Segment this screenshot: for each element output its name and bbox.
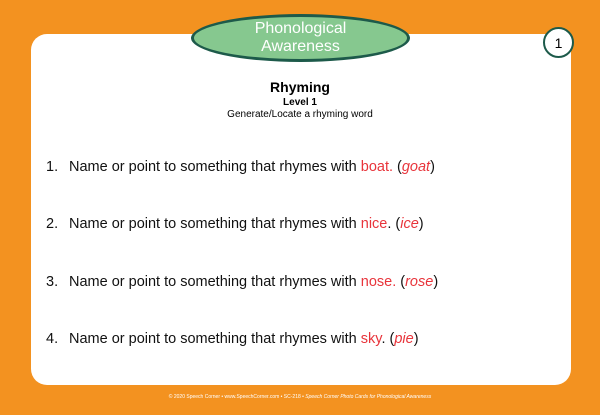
item-prompt: Name or point to something that rhymes with <box>69 331 361 347</box>
item-prompt: Name or point to something that rhymes with <box>69 216 361 232</box>
prompt-item <box>46 274 438 290</box>
item-number: 2. <box>46 216 59 232</box>
card-header <box>0 79 600 121</box>
footer-credit <box>0 394 600 400</box>
answer-word: rose <box>405 274 434 290</box>
category-line-2: Awareness <box>261 38 340 55</box>
card-subtitle: Generate/Locate a rhyming word <box>227 109 373 120</box>
card-number-badge: 1 <box>543 27 574 58</box>
target-word: nice <box>360 216 388 232</box>
target-word: sky <box>360 331 382 347</box>
item-prompt: Name or point to something that rhymes with <box>69 274 361 290</box>
prompt-item <box>46 331 419 347</box>
item-prompt: Name or point to something that rhymes with <box>69 159 361 175</box>
paren-open: . ( <box>387 216 401 232</box>
target-word: boat. <box>360 159 393 175</box>
item-number: 1. <box>46 159 59 175</box>
answer-word: ice <box>400 216 419 232</box>
paren-close: ) <box>433 274 439 290</box>
paren-open: ( <box>396 274 406 290</box>
paren-open: ( <box>393 159 402 175</box>
prompt-item <box>46 216 424 232</box>
footer-copyright: © 2020 Speech Corner • www.SpeechCorner.com • SC-218 • <box>168 394 306 400</box>
level-label: Level 1 <box>283 97 317 108</box>
answer-word: goat <box>401 159 431 175</box>
target-word: nose. <box>360 274 397 290</box>
footer-series: Speech Corner Photo Cards for Phonological Awareness <box>305 394 432 400</box>
item-number: 4. <box>46 331 59 347</box>
paren-close: ) <box>413 331 419 347</box>
answer-word: pie <box>394 331 414 347</box>
prompt-item <box>46 159 435 175</box>
paren-close: ) <box>418 216 424 232</box>
paren-close: ) <box>430 159 435 175</box>
category-line-1: Phonological <box>254 20 347 37</box>
category-badge <box>191 14 410 62</box>
paren-open: . ( <box>381 331 395 347</box>
item-number: 3. <box>46 274 59 290</box>
card-title: Rhyming <box>270 79 330 95</box>
